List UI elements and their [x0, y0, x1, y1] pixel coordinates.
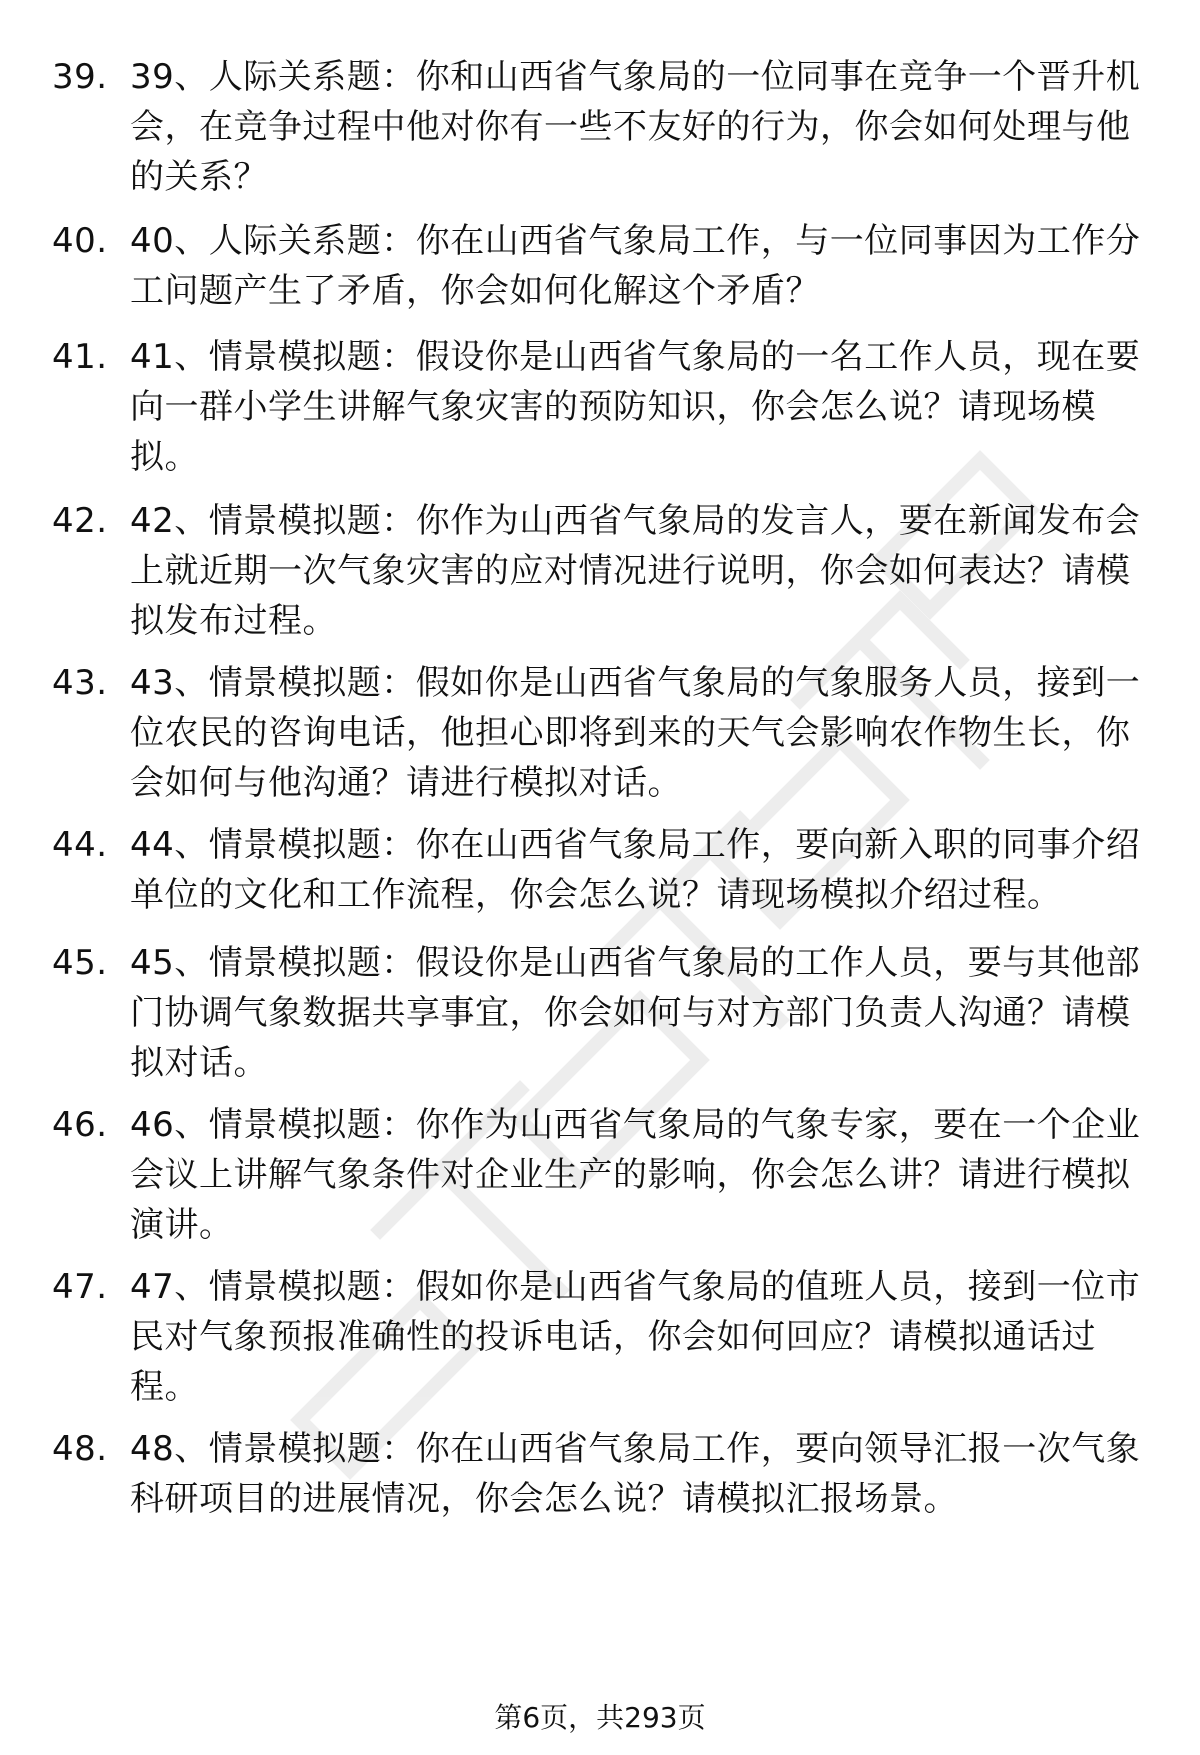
question-text: 47、情景模拟题：假如你是山西省气象局的值班人员，接到一位市民对气象预报准确性的投诉电话，你会如何回应？请模拟通话过程。 [130, 1267, 1141, 1407]
question-text: 41、情景模拟题：假设你是山西省气象局的一名工作人员，现在要向一群小学生讲解气象灾害的预防知识，你会怎么说？请现场模拟。 [130, 337, 1141, 477]
question-number: 40. [52, 221, 108, 261]
question-text: 43、情景模拟题：假如你是山西省气象局的气象服务人员，接到一位农民的咨询电话，他担心即将到来的天气会影响农作物生长，你会如何与他沟通？请进行模拟对话。 [130, 663, 1141, 803]
question-text: 45、情景模拟题：假设你是山西省气象局的工作人员，要与其他部门协调气象数据共享事宜，你会如何与对方部门负责人沟通？请模拟对话。 [130, 943, 1141, 1083]
question-text: 39、人际关系题：你和山西省气象局的一位同事在竞争一个晋升机会，在竞争过程中他对你有一些不友好的行为，你会如何处理与他的关系？ [130, 57, 1141, 197]
question-number: 41. [52, 337, 108, 377]
question-number: 43. [52, 663, 108, 703]
question-text: 40、人际关系题：你在山西省气象局工作，与一位同事因为工作分工问题产生了矛盾，你会如何化解这个矛盾？ [130, 221, 1141, 311]
question-number: 39. [52, 57, 108, 97]
page-number-label: 第6页，共293页 [494, 1701, 706, 1734]
question-number: 46. [52, 1105, 108, 1145]
question-number: 42. [52, 501, 108, 541]
question-number: 45. [52, 943, 108, 983]
question-text: 44、情景模拟题：你在山西省气象局工作，要向新入职的同事介绍单位的文化和工作流程，你会怎么说？请现场模拟介绍过程。 [130, 825, 1141, 915]
question-number: 44. [52, 825, 108, 865]
question-text: 42、情景模拟题：你作为山西省气象局的发言人，要在新闻发布会上就近期一次气象灾害的应对情况进行说明，你会如何表达？请模拟发布过程。 [130, 501, 1141, 641]
question-number: 48. [52, 1429, 108, 1469]
page-footer [0, 1698, 1200, 1738]
question-number: 47. [52, 1267, 108, 1307]
question-text: 48、情景模拟题：你在山西省气象局工作，要向领导汇报一次气象科研项目的进展情况，你会怎么说？请模拟汇报场景。 [130, 1429, 1141, 1519]
question-text: 46、情景模拟题：你作为山西省气象局的气象专家，要在一个企业会议上讲解气象条件对企业生产的影响，你会怎么讲？请进行模拟演讲。 [130, 1105, 1141, 1245]
